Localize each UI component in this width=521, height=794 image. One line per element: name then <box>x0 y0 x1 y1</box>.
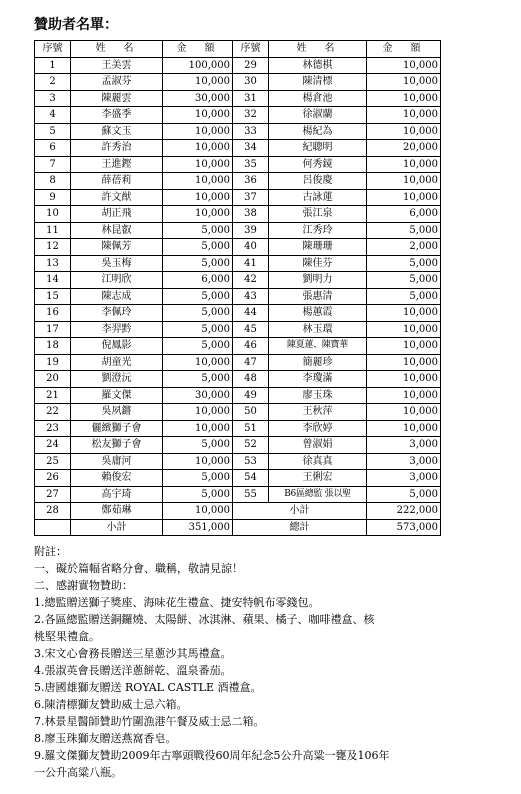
amount-cell: 10,000 <box>367 387 441 404</box>
seq-cell: 31 <box>233 90 269 107</box>
seq-cell: 14 <box>35 272 71 289</box>
name-cell: 林玉環 <box>269 321 367 338</box>
name-cell: 徐真真 <box>269 453 367 470</box>
table-row <box>35 305 441 322</box>
seq-cell: 49 <box>233 387 269 404</box>
name-cell: 許文猷 <box>71 189 163 206</box>
name-cell: 陳佳芬 <box>269 255 367 272</box>
name-cell: 吳庸河 <box>71 453 163 470</box>
table-row <box>35 354 441 371</box>
seq-cell: 27 <box>35 486 71 503</box>
seq-cell: 45 <box>233 321 269 338</box>
table-row <box>35 338 441 355</box>
table-row <box>35 107 441 124</box>
amount-cell: 10,000 <box>367 156 441 173</box>
name-cell: B6區總監 張以聖 <box>269 486 367 503</box>
amount-cell: 10,000 <box>367 354 441 371</box>
amount-cell: 5,000 <box>163 486 233 503</box>
seq-cell: 38 <box>233 206 269 223</box>
seq-cell: 3 <box>35 90 71 107</box>
name-cell: 何秀鏡 <box>269 156 367 173</box>
seq-cell: 10 <box>35 206 71 223</box>
name-cell: 劉澄沅 <box>71 371 163 388</box>
seq-cell: 18 <box>35 338 71 355</box>
seq-cell: 7 <box>35 156 71 173</box>
amount-cell: 10,000 <box>163 140 233 157</box>
amount-cell: 10,000 <box>367 305 441 322</box>
name-cell: 鄭茹琳 <box>71 503 163 520</box>
table-row <box>35 239 441 256</box>
name-cell: 林德棋 <box>269 57 367 74</box>
subtotal-left: 351,000 <box>163 519 233 536</box>
table-row <box>35 156 441 173</box>
table-row <box>35 387 441 404</box>
seq-cell: 51 <box>233 420 269 437</box>
amount-cell: 10,000 <box>367 74 441 91</box>
name-cell: 江秀玲 <box>269 222 367 239</box>
amount-cell: 20,000 <box>367 140 441 157</box>
name-cell: 曾淑娟 <box>269 437 367 454</box>
seq-cell: 35 <box>233 156 269 173</box>
amount-cell: 10,000 <box>367 371 441 388</box>
name-cell: 呂俊慶 <box>269 173 367 190</box>
seq-cell: 39 <box>233 222 269 239</box>
name-cell: 胡正飛 <box>71 206 163 223</box>
table-row <box>35 123 441 140</box>
table-row <box>35 321 441 338</box>
seq-cell: 50 <box>233 404 269 421</box>
note-line: 4.張淑英會長贈送洋蔥餅乾、溫泉番茄。 <box>34 664 232 677</box>
table-row <box>35 437 441 454</box>
seq-cell: 25 <box>35 453 71 470</box>
seq-cell: 8 <box>35 173 71 190</box>
subtotal-label-right: 小計 <box>233 503 367 520</box>
amount-cell: 10,000 <box>163 173 233 190</box>
subtotal-right: 222,000 <box>367 503 441 520</box>
amount-cell: 3,000 <box>367 437 441 454</box>
table-row <box>35 255 441 272</box>
note-line: 5.唐國雄獅友贈送 ROYAL CASTLE 酒禮盒。 <box>34 681 262 694</box>
name-cell: 王俐宏 <box>269 470 367 487</box>
seq-cell: 15 <box>35 288 71 305</box>
seq-cell: 11 <box>35 222 71 239</box>
amount-cell: 6,000 <box>163 272 233 289</box>
amount-cell: 10,000 <box>163 404 233 421</box>
amount-cell: 10,000 <box>163 354 233 371</box>
amount-cell: 5,000 <box>367 255 441 272</box>
amount-cell: 3,000 <box>367 470 441 487</box>
seq-cell: 43 <box>233 288 269 305</box>
name-cell: 徐淑蘭 <box>269 107 367 124</box>
seq-cell: 55 <box>233 486 269 503</box>
seq-cell: 40 <box>233 239 269 256</box>
header-amount-right: 金 額 <box>367 41 441 58</box>
table-row <box>35 272 441 289</box>
seq-cell: 2 <box>35 74 71 91</box>
table-row <box>35 470 441 487</box>
amount-cell: 10,000 <box>367 189 441 206</box>
name-cell: 王進鏗 <box>71 156 163 173</box>
table-row <box>35 90 441 107</box>
seq-cell: 9 <box>35 189 71 206</box>
seq-cell: 33 <box>233 123 269 140</box>
grand-total: 573,000 <box>367 519 441 536</box>
note-line: 附註： <box>34 545 67 558</box>
name-cell: 古詠蓮 <box>269 189 367 206</box>
seq-cell: 30 <box>233 74 269 91</box>
table-row-28 <box>35 503 441 520</box>
amount-cell: 100,000 <box>163 57 233 74</box>
amount-cell: 10,000 <box>367 173 441 190</box>
amount-cell: 30,000 <box>163 387 233 404</box>
amount-cell: 10,000 <box>367 107 441 124</box>
name-cell: 簡麗珍 <box>269 354 367 371</box>
table-row <box>35 453 441 470</box>
name-cell: 楊紀為 <box>269 123 367 140</box>
amount-cell: 10,000 <box>163 123 233 140</box>
seq-cell: 26 <box>35 470 71 487</box>
seq-cell: 36 <box>233 173 269 190</box>
seq-cell: 48 <box>233 371 269 388</box>
amount-cell: 5,000 <box>163 371 233 388</box>
seq-cell: 47 <box>233 354 269 371</box>
name-cell: 李盛季 <box>71 107 163 124</box>
name-cell: 江明欣 <box>71 272 163 289</box>
amount-cell: 5,000 <box>163 470 233 487</box>
seq-cell: 24 <box>35 437 71 454</box>
name-cell: 李羿黔 <box>71 321 163 338</box>
seq-cell: 19 <box>35 354 71 371</box>
seq-cell: 13 <box>35 255 71 272</box>
amount-cell: 10,000 <box>367 321 441 338</box>
amount-cell: 10,000 <box>163 453 233 470</box>
name-cell: 陳珊珊 <box>269 239 367 256</box>
name-cell: 王秋萍 <box>269 404 367 421</box>
seq-cell: 53 <box>233 453 269 470</box>
seq-cell: 6 <box>35 140 71 157</box>
name-cell: 張惠清 <box>269 288 367 305</box>
note-line: 桃堅果禮盒。 <box>34 630 100 643</box>
table-row <box>35 173 441 190</box>
amount-cell: 10,000 <box>163 189 233 206</box>
seq-cell: 23 <box>35 420 71 437</box>
seq-cell: 42 <box>233 272 269 289</box>
seq-cell: 5 <box>35 123 71 140</box>
name-cell: 陳佩芳 <box>71 239 163 256</box>
amount-cell: 10,000 <box>367 90 441 107</box>
seq-cell: 21 <box>35 387 71 404</box>
amount-cell: 5,000 <box>367 486 441 503</box>
name-cell: 李欣婷 <box>269 420 367 437</box>
name-cell: 楊蕙霞 <box>269 305 367 322</box>
table-row <box>35 74 441 91</box>
seq-cell: 1 <box>35 57 71 74</box>
note-line: 一、礙於篇幅省略分會、職稱，敬請見諒！ <box>34 562 243 575</box>
amount-cell: 10,000 <box>163 503 233 520</box>
name-cell: 紀聰明 <box>269 140 367 157</box>
seq-cell: 28 <box>35 503 71 520</box>
name-cell: 胡童光 <box>71 354 163 371</box>
amount-cell: 5,000 <box>163 288 233 305</box>
amount-cell: 10,000 <box>367 123 441 140</box>
amount-cell: 10,000 <box>163 74 233 91</box>
name-cell: 王美雲 <box>71 57 163 74</box>
name-cell: 松友獅子會 <box>71 437 163 454</box>
name-cell: 孟淑芬 <box>71 74 163 91</box>
name-cell: 吳夙鏘 <box>71 404 163 421</box>
note-line: 二、感謝實物贊助： <box>34 579 133 592</box>
header-name-left: 姓 名 <box>71 41 163 58</box>
amount-cell: 5,000 <box>367 222 441 239</box>
name-cell: 陳麗雲 <box>71 90 163 107</box>
amount-cell: 10,000 <box>163 156 233 173</box>
name-cell: 李佩玲 <box>71 305 163 322</box>
name-cell: 陳志成 <box>71 288 163 305</box>
amount-cell: 5,000 <box>163 222 233 239</box>
seq-cell: 46 <box>233 338 269 355</box>
amount-cell: 3,000 <box>367 453 441 470</box>
page-title: 贊助者名單： <box>34 17 118 33</box>
name-cell: 楊倉池 <box>269 90 367 107</box>
table-row <box>35 57 441 74</box>
name-cell: 張江泉 <box>269 206 367 223</box>
table-row <box>35 420 441 437</box>
name-cell: 賴俊宏 <box>71 470 163 487</box>
seq-cell: 34 <box>233 140 269 157</box>
table-row <box>35 222 441 239</box>
name-cell: 陳清標 <box>269 74 367 91</box>
amount-cell: 2,000 <box>367 239 441 256</box>
amount-cell: 10,000 <box>367 338 441 355</box>
amount-cell: 10,000 <box>163 206 233 223</box>
amount-cell: 10,000 <box>163 420 233 437</box>
name-cell: 李瓊滿 <box>269 371 367 388</box>
seq-cell: 22 <box>35 404 71 421</box>
seq-cell: 41 <box>233 255 269 272</box>
seq-cell: 54 <box>233 470 269 487</box>
seq-cell: 52 <box>233 437 269 454</box>
table-row <box>35 371 441 388</box>
table-row <box>35 404 441 421</box>
note-line: 9.羅文傑獅友贊助2009年古寧頭戰役60周年紀念5公升高粱一甕及106年 <box>34 749 390 762</box>
amount-cell: 5,000 <box>163 305 233 322</box>
total-label: 總計 <box>233 519 367 536</box>
sponsor-table <box>34 40 441 536</box>
note-line: 1.總監贈送獅子獎座、海味花生禮盒、捷安特帆布零錢包。 <box>34 596 320 609</box>
seq-cell: 16 <box>35 305 71 322</box>
amount-cell: 5,000 <box>163 255 233 272</box>
note-line: 一公升高粱八瓶。 <box>34 766 122 779</box>
seq-cell: 29 <box>233 57 269 74</box>
seq-cell: 12 <box>35 239 71 256</box>
name-cell: 廖玉珠 <box>269 387 367 404</box>
amount-cell: 5,000 <box>367 272 441 289</box>
seq-cell: 4 <box>35 107 71 124</box>
amount-cell: 5,000 <box>163 321 233 338</box>
name-cell: 吳玉梅 <box>71 255 163 272</box>
table-row <box>35 486 441 503</box>
table-row <box>35 288 441 305</box>
subtotal-label-left: 小計 <box>71 519 163 536</box>
name-cell: 林昆叡 <box>71 222 163 239</box>
table-row <box>35 140 441 157</box>
subtotal-total-row <box>35 519 441 536</box>
name-cell: 儷緻獅子會 <box>71 420 163 437</box>
notes <box>34 543 504 781</box>
seq-cell: 37 <box>233 189 269 206</box>
amount-cell: 10,000 <box>367 420 441 437</box>
note-line: 3.宋文心會務長贈送三星蔥沙其馬禮盒。 <box>34 647 232 660</box>
amount-cell: 5,000 <box>163 239 233 256</box>
table-row <box>35 189 441 206</box>
seq-cell: 32 <box>233 107 269 124</box>
amount-cell: 10,000 <box>367 57 441 74</box>
amount-cell: 5,000 <box>163 338 233 355</box>
name-cell: 倪鳳影 <box>71 338 163 355</box>
amount-cell: 6,000 <box>367 206 441 223</box>
amount-cell: 30,000 <box>163 90 233 107</box>
seq-cell: 17 <box>35 321 71 338</box>
seq-cell: 44 <box>233 305 269 322</box>
note-line: 6.陳清標獅友贊助威士忌六箱。 <box>34 698 188 711</box>
header-amount-left: 金 額 <box>163 41 233 58</box>
name-cell: 陳夏蓮、陳寶華 <box>269 338 367 355</box>
amount-cell: 5,000 <box>163 437 233 454</box>
header-name-right: 姓 名 <box>269 41 367 58</box>
name-cell: 許秀治 <box>71 140 163 157</box>
table-header-row <box>35 41 441 58</box>
amount-cell: 5,000 <box>367 288 441 305</box>
header-seq-right: 序號 <box>233 41 269 58</box>
note-line: 2.各區總監贈送銅鑼燒、太陽餅、冰淇淋、蘋果、橘子、咖啡禮盒、核 <box>34 613 375 626</box>
name-cell: 羅文傑 <box>71 387 163 404</box>
amount-cell: 10,000 <box>367 404 441 421</box>
amount-cell: 10,000 <box>163 107 233 124</box>
name-cell: 薛蓓莉 <box>71 173 163 190</box>
table-row <box>35 206 441 223</box>
header-seq-left: 序號 <box>35 41 71 58</box>
note-line: 8.廖玉珠獅友贈送燕窩香皂。 <box>34 732 177 745</box>
name-cell: 蘇文玉 <box>71 123 163 140</box>
note-line: 7.林景星醫師贊助竹圍漁港午餐及威士忌二箱。 <box>34 715 265 728</box>
name-cell: 高宇琦 <box>71 486 163 503</box>
name-cell: 劉明力 <box>269 272 367 289</box>
seq-cell: 20 <box>35 371 71 388</box>
